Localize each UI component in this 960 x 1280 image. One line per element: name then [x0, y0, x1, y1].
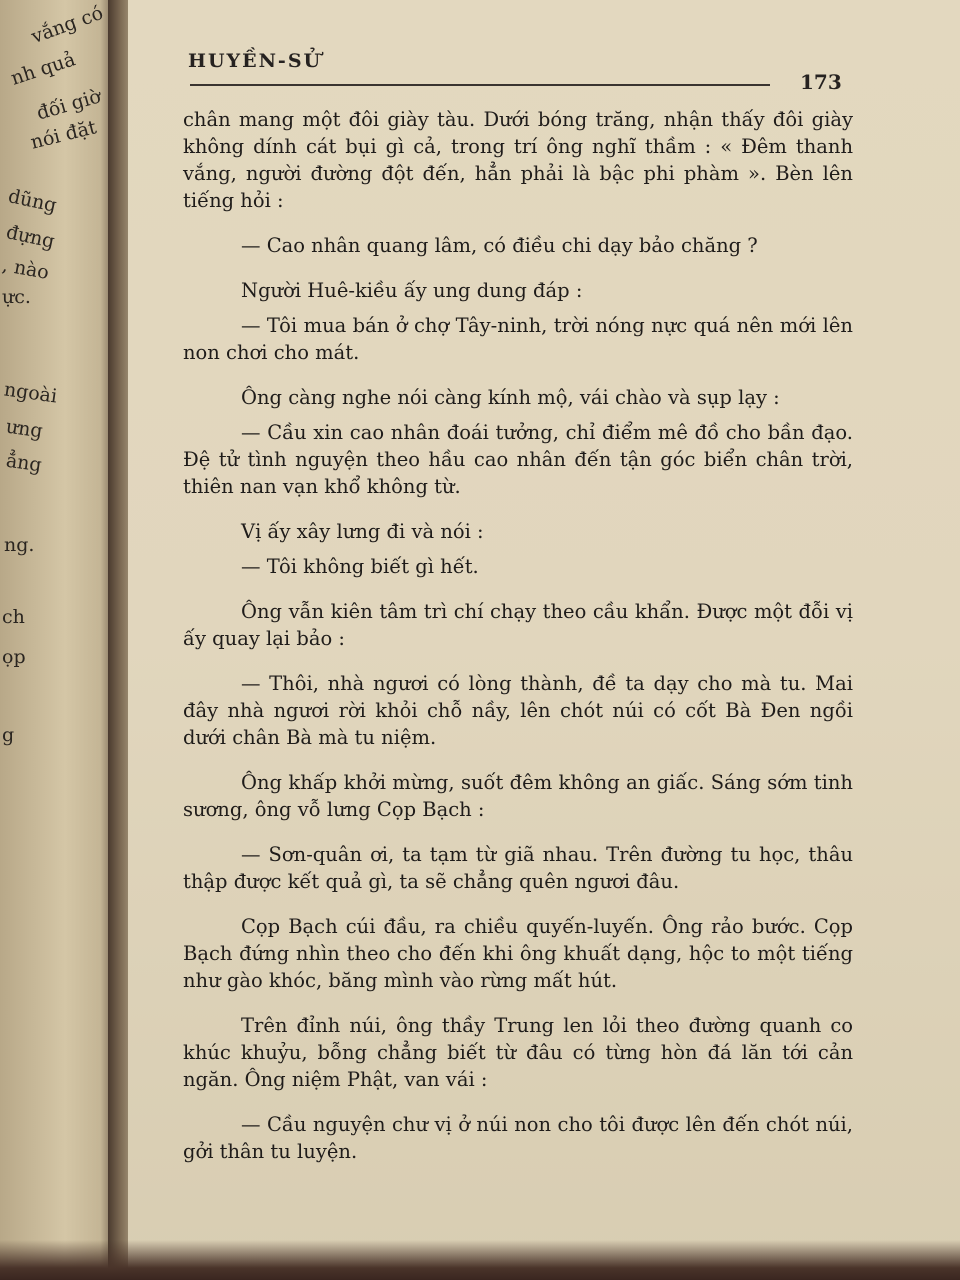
left-page-fragment: g — [2, 724, 15, 746]
paragraph: chân mang một đôi giày tàu. Dưới bóng trăng, nhận thấy đôi giày không dính cát bụi gì cả, trong trí ông nghĩ thầm : « Đêm thanh vắng, người đường đột đến, hẳn phải là bậc phi phàm ». Bèn lên tiếng hỏi : — [183, 108, 853, 212]
left-page-fragment: ng. — [4, 534, 35, 556]
left-page-fragment: nh quả — [8, 48, 79, 90]
paragraph: — Cầu nguyện chư vị ở núi non cho tôi được lên đến chót núi, gởi thân tu luyện. — [183, 1113, 853, 1163]
book-cover-edge — [0, 1240, 960, 1280]
left-page-fragment: vắng có — [28, 1, 107, 49]
left-page-fragment: , nào — [0, 254, 51, 284]
paragraph: Trên đỉnh núi, ông thầy Trung len lỏi theo đường quanh co khúc khuỷu, bỗng chẳng biết từ đâu có từng hòn đá lăn tới cản ngăn. Ông niệm Phật, van vái : — [183, 1014, 853, 1091]
left-page-fragment: ch — [2, 606, 25, 628]
paragraph: Ông vẫn kiên tâm trì chí chạy theo cầu khẩn. Được một đỗi vị ấy quay lại bảo : — [183, 600, 853, 650]
paragraph: Ông càng nghe nói càng kính mộ, vái chào và sụp lạy : — [241, 386, 780, 409]
paragraph: — Tôi mua bán ở chợ Tây-ninh, trời nóng nực quá nên mới lên non chơi cho mát. — [183, 314, 853, 364]
paragraph: Người Huê-kiều ấy ung dung đáp : — [241, 279, 583, 302]
left-page-fragment: ẳng — [4, 449, 44, 477]
running-header: HUYỀN-SỬ — [188, 50, 323, 72]
body-text — [183, 106, 853, 1183]
header-rule — [190, 84, 770, 86]
paragraph: — Thôi, nhà ngươi có lòng thành, đề ta dạy cho mà tu. Mai đây nhà ngươi rời khỏi chỗ nầy, lên chót núi có cốt Bà Đen ngồi dưới chân Bà mà tu niệm. — [183, 672, 853, 749]
paragraph: Ông khấp khởi mừng, suốt đêm không an giấc. Sáng sớm tinh sương, ông vỗ lưng Cọp Bạch : — [183, 771, 853, 821]
left-page-fragment: đối giờ — [34, 85, 104, 125]
paragraph: Vị ấy xây lưng đi và nói : — [241, 520, 484, 543]
left-page-fragment: ọp — [2, 646, 26, 668]
paragraph: — Cầu xin cao nhân đoái tưởng, chỉ điểm mê đồ cho bần đạo. Đệ tử tình nguyện theo hầu cao nhân đến tận góc biển chân trời, thiên nan vạn khổ không từ. — [183, 421, 853, 498]
left-page-edge — [0, 0, 118, 1280]
left-page-fragment: ực. — [2, 286, 31, 308]
left-page-fragment: nói đặt — [28, 116, 99, 154]
paragraph: — Tôi không biết gì hết. — [241, 555, 479, 578]
paragraph: Cọp Bạch cúi đầu, ra chiều quyến-luyến. Ông rảo bước. Cọp Bạch đứng nhìn theo cho đến khi ông khuất dạng, hộc to một tiếng như gào khóc, băng mình vào rừng mất hút. — [183, 915, 853, 992]
page-number: 173 — [800, 70, 842, 94]
left-page-fragment: dũng — [6, 185, 59, 217]
paragraph: — Sơn-quân ơi, ta tạm từ giã nhau. Trên đường tu học, thâu thập được kết quả gì, ta sẽ chẳng quên ngươi đâu. — [183, 843, 853, 893]
paragraph: — Cao nhân quang lâm, có điều chi dạy bảo chăng ? — [241, 234, 758, 257]
left-page-fragment: ngoài — [2, 378, 59, 408]
left-page-fragment: ưng — [4, 415, 44, 443]
left-page-fragment: đựng — [4, 221, 57, 253]
book-page — [128, 0, 960, 1280]
